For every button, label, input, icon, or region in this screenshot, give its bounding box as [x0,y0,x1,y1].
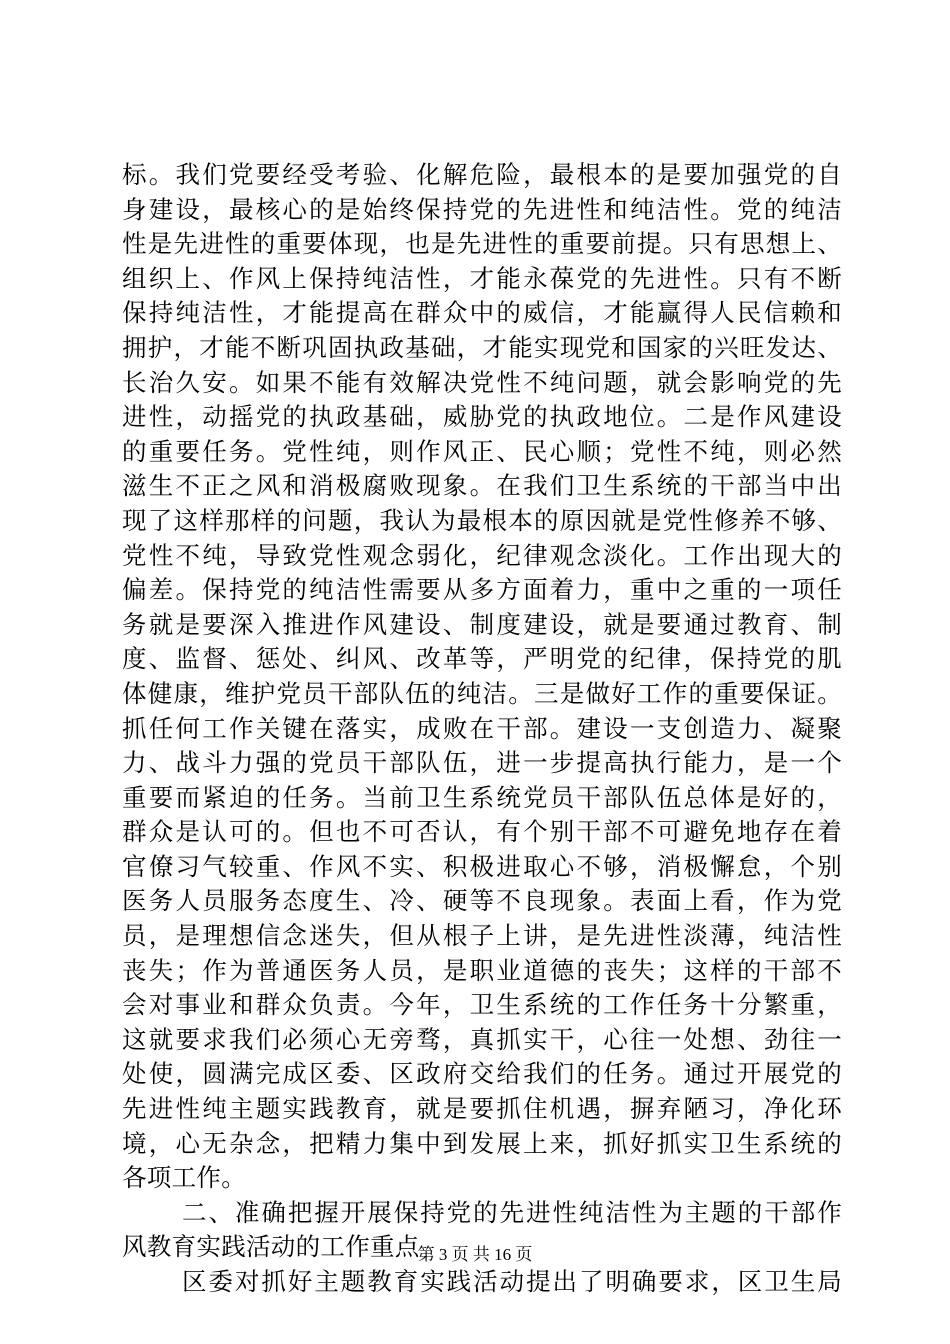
text-line: 现了这样那样的问题，我认为最根本的原因就是党性修养不够、 [122,505,842,535]
text-line: 党性不纯，导致党性观念弱化，纪律观念淡化。工作出现大的 [122,540,842,570]
section-heading: 二、准确把握开展保持党的先进性纯洁性为主题的干部作 [182,1197,842,1227]
text-line: 进性，动摇党的执政基础，威胁党的执政地位。二是作风建设 [122,402,842,432]
paragraph-start-line: 区委对抓好主题教育实践活动提出了明确要求，区卫生局 [182,1267,842,1296]
text-line: 处使，圆满完成区委、区政府交给我们的任务。通过开展党的 [122,1059,842,1089]
text-line: 保持纯洁性，才能提高在群众中的威信，才能赢得人民信赖和 [122,298,842,328]
text-line: 医务人员服务态度生、冷、硬等不良现象。表面上看，作为党 [122,886,842,916]
text-line: 度、监督、惩处、纠风、改革等，严明党的纪律，保持党的肌 [122,644,842,674]
text-line: 组织上、作风上保持纯洁性，才能永葆党的先进性。只有不断 [122,263,842,293]
text-line: 拥护，才能不断巩固执政基础，才能实现党和国家的兴旺发达、 [122,332,842,362]
text-line: 标。我们党要经受考验、化解危险，最根本的是要加强党的自 [122,160,842,189]
body-text [122,158,842,1300]
page-number-footer: 第 3 页 共 16 页 [417,1245,533,1264]
text-line: 先进性纯主题实践教育，就是要抓住机遇，摒弃陋习，净化环 [122,1094,842,1124]
text-line: 务就是要深入推进作风建设、制度建设，就是要通过教育、制 [122,609,842,639]
text-line: 员，是理想信念迷失，但从根子上讲，是先进性淡薄，纯洁性 [122,921,842,951]
section-heading-continued: 风教育实践活动的工作重点 [122,1232,420,1262]
text-line: 力、战斗力强的党员干部队伍，进一步提高执行能力，是一个 [122,748,842,778]
text-line: 滋生不正之风和消极腐败现象。在我们卫生系统的干部当中出 [122,471,842,501]
text-line: 丧失；作为普通医务人员，是职业道德的丧失；这样的干部不 [122,955,842,985]
text-line: 偏差。保持党的纯洁性需要从多方面着力，重中之重的一项任 [122,575,842,605]
text-line: 会对事业和群众负责。今年，卫生系统的工作任务十分繁重， [122,990,842,1020]
text-line: 这就要求我们必须心无旁骛，真抓实干，心往一处想、劲往一 [122,1024,842,1054]
text-line: 的重要任务。党性纯，则作风正、民心顺；党性不纯，则必然 [122,436,842,466]
text-line: 境，心无杂念，把精力集中到发展上来，抓好抓实卫生系统的 [122,1128,842,1158]
text-line: 抓任何工作关键在落实，成败在干部。建设一支创造力、凝聚 [122,713,842,743]
text-line: 身建设，最核心的是始终保持党的先进性和纯洁性。党的纯洁 [122,194,842,224]
text-line: 各项工作。 [122,1163,246,1193]
text-line: 官僚习气较重、作风不实、积极进取心不够，消极懈怠，个别 [122,851,842,881]
text-line: 性是先进性的重要体现，也是先进性的重要前提。只有思想上、 [122,229,842,259]
text-line: 长治久安。如果不能有效解决党性不纯问题，就会影响党的先 [122,367,842,397]
text-line: 群众是认可的。但也不可否认，有个别干部不可避免地存在着 [122,817,842,847]
text-line: 重要而紧迫的任务。当前卫生系统党员干部队伍总体是好的， [122,782,842,812]
text-line: 体健康，维护党员干部队伍的纯洁。三是做好工作的重要保证。 [122,678,842,708]
